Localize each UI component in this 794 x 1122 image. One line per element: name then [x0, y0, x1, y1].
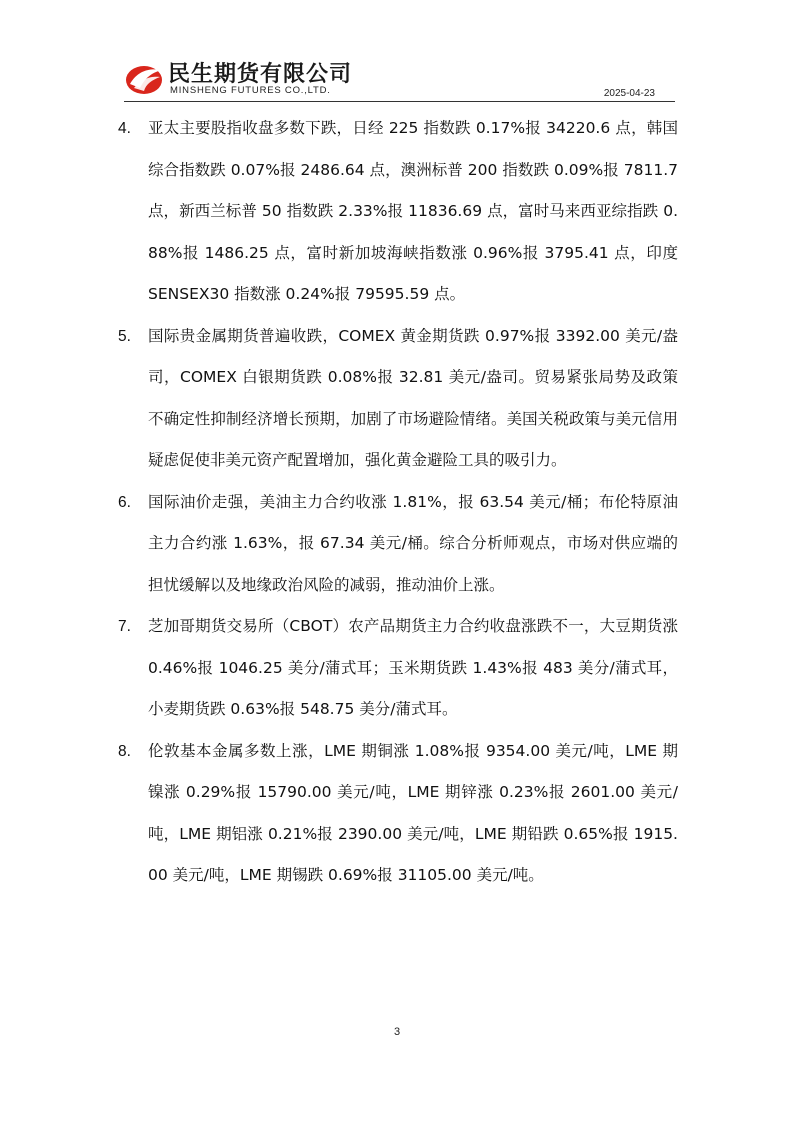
- news-list: [118, 108, 678, 897]
- list-item: [118, 108, 678, 316]
- company-name-cn: 民生期货有限公司: [168, 62, 353, 87]
- list-item: [118, 482, 678, 607]
- item-text: 伦敦基本金属多数上涨，LME 期铜涨 1.08%报 9354.00 美元/吨，LME 期镍涨 0.29%报 15790.00 美元/吨，LME 期锌涨 0.23%报 2601.00 美元/吨，LME 期铝涨 0.21%报 2390.00 美元/吨，LME 期铅跌 0.65%报 1915.00 美元/吨，LME 期锡跌 0.69%报 31105.00 美元/吨。: [148, 741, 678, 884]
- item-text: 国际油价走强，美油主力合约收涨 1.81%，报 63.54 美元/桶；布伦特原油主力合约涨 1.63%，报 67.34 美元/桶。综合分析师观点，市场对供应端的担忧缓解以及地缘政治风险的减弱，推动油价上涨。: [148, 492, 678, 594]
- page-number: 3: [393, 1026, 401, 1038]
- company-name-en: MINSHENG FUTURES CO.,LTD.: [170, 85, 331, 96]
- item-text: 国际贵金属期货普遍收跌，COMEX 黄金期货跌 0.97%报 3392.00 美元/盎司，COMEX 白银期货跌 0.08%报 32.81 美元/盎司。贸易紧张局势及政策不确定性抑制经济增长预期，加剧了市场避险情绪。美国关税政策与美元信用疑虑促使非美元资产配置增加，强化黄金避险工具的吸引力。: [148, 326, 678, 469]
- list-item: [118, 316, 678, 482]
- item-text: 亚太主要股指收盘多数下跌，日经 225 指数跌 0.17%报 34220.6 点，韩国综合指数跌 0.07%报 2486.64 点，澳洲标普 200 指数跌 0.09%报 7811.7 点，新西兰标普 50 指数跌 2.33%报 11836.69 点，富时马来西亚综指跌 0.88%报 1486.25 点，富时新加坡海峡指数涨 0.96%报 3795.41 点，印度 SENSEX30 指数涨 0.24%报 79595.59 点。: [148, 119, 678, 303]
- item-number: 6.: [118, 493, 131, 511]
- minsheng-logo-icon: [124, 58, 164, 98]
- report-date: 2025-04-23: [603, 88, 655, 99]
- item-number: 5.: [118, 327, 131, 345]
- page-header: [124, 54, 675, 102]
- item-text: 芝加哥期货交易所（CBOT）农产品期货主力合约收盘涨跌不一，大豆期货涨 0.46%报 1046.25 美分/蒲式耳；玉米期货跌 1.43%报 483 美分/蒲式耳，小麦期货跌 0.63%报 548.75 美分/蒲式耳。: [148, 617, 678, 718]
- list-item: [118, 606, 678, 731]
- list-item: [118, 731, 678, 897]
- header-divider: [124, 101, 675, 102]
- item-number: 7.: [118, 618, 131, 635]
- item-number: 4.: [118, 120, 131, 137]
- item-number: 8.: [118, 742, 131, 760]
